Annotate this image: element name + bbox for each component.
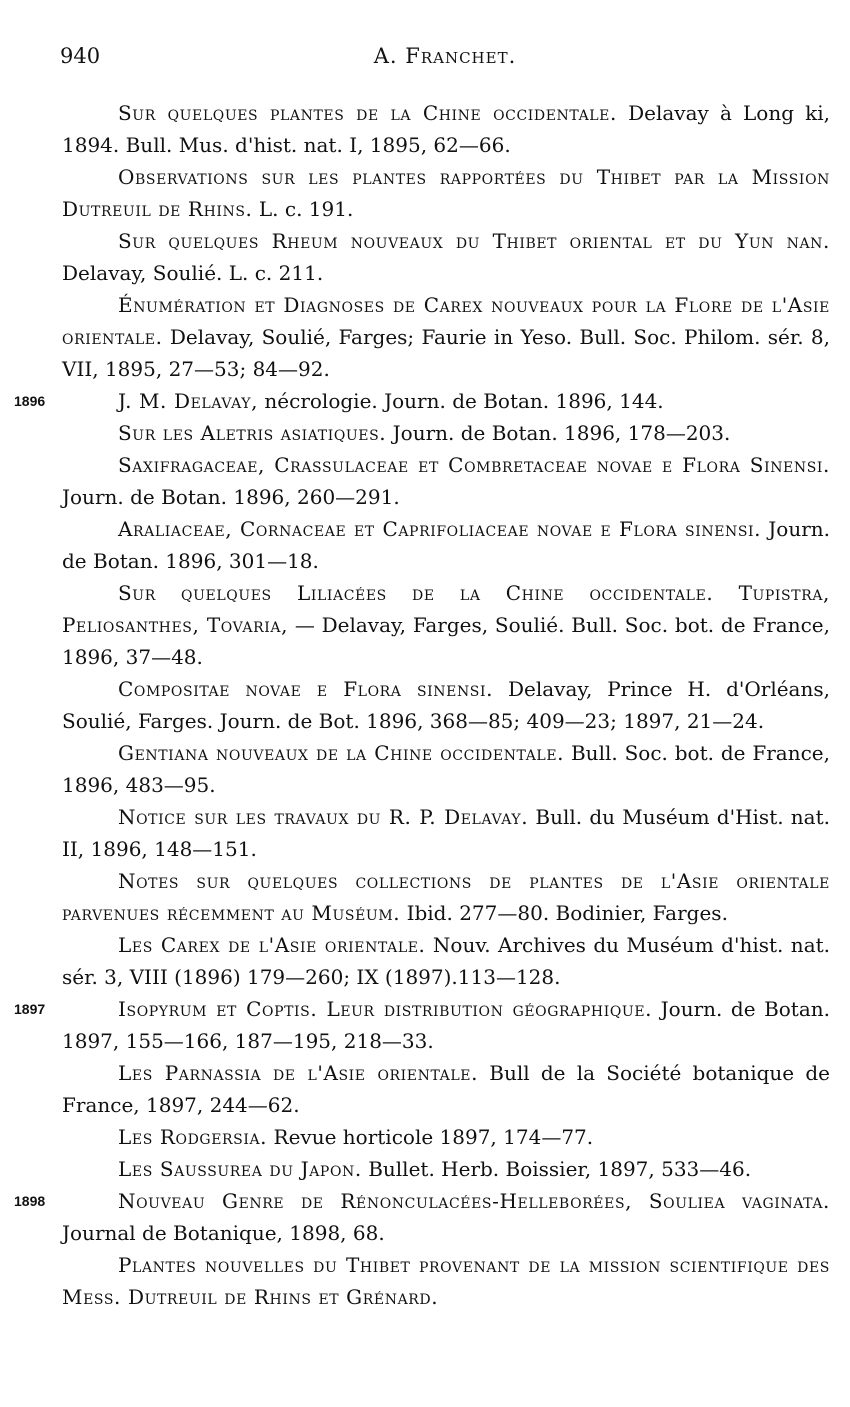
entry-title: Gentiana nouveaux de la Chine occidentale. (118, 741, 565, 765)
entry-title: Les Rodgersia. (118, 1125, 268, 1149)
entry-text (62, 865, 830, 929)
bibliography-entry (62, 161, 830, 225)
entry-text (62, 993, 830, 1057)
entry-title: Compositae novae e Flora sinensi. (118, 677, 494, 701)
entry-citation: Delavay à Long ki, 1894. Bull. Mus. d'hist. nat. I, 1895, 62—66. (62, 101, 831, 157)
bibliography-entry (62, 865, 830, 929)
page-header (60, 44, 830, 74)
entry-title: Sur les Aletris asiatiques. (118, 421, 387, 445)
entry-citation: Nouv. Archives du Muséum d'hist. nat. sér. 3, VIII (1896) 179—260; IX (1897).113—128. (62, 933, 831, 989)
bibliography-entry (62, 737, 830, 801)
entry-title: Nouveau Genre de Rénonculacées-Helleborées, Souliea vaginata. (118, 1189, 830, 1213)
entry-citation: Delavay, Soulié, Farges; Faurie in Yeso. Bull. Soc. Philom. sér. 8, VII, 1895, 27—53; 84—92. (62, 325, 830, 381)
bibliography-entry (62, 1121, 830, 1153)
year-marker: 1897 (14, 1001, 46, 1017)
bibliography-entry (62, 513, 830, 577)
entry-text (62, 1153, 830, 1185)
entry-title: Énumération et Diagnoses de Carex nouveaux pour la Flore de l'Asie orientale. (62, 293, 830, 349)
entry-text (62, 225, 830, 289)
entry-title: Notes sur quelques collections de plantes de l'Asie orientale parvenues récemment au Muséum. (62, 869, 830, 925)
entry-citation: Bull. du Muséum d'Hist. nat. II, 1896, 148—151. (62, 805, 831, 861)
entry-citation: Revue horticole 1897, 174—77. (273, 1125, 594, 1149)
bibliography-entry (14, 993, 831, 1057)
entry-title: Notice sur les travaux du R. P. Delavay. (118, 805, 529, 829)
entry-text (62, 161, 830, 225)
entry-text (62, 1057, 830, 1121)
entry-title: Les Carex de l'Asie orientale. (118, 933, 426, 957)
bibliography-entry (14, 1185, 830, 1249)
entry-text (62, 801, 830, 865)
bibliography-entry (62, 673, 830, 737)
entry-text (62, 577, 830, 673)
entry-citation: Bull de la Société botanique de France, 1897, 244—62. (62, 1061, 831, 1117)
entry-text (62, 673, 830, 737)
entry-text (62, 289, 830, 385)
entry-citation: Bullet. Herb. Boissier, 1897, 533—46. (368, 1157, 752, 1181)
entry-citation: Journ. de Botan. 1897, 155—166, 187—195, 218—33. (62, 997, 831, 1053)
entry-title: J. M. Delavay, (118, 389, 259, 413)
entry-text (62, 737, 830, 801)
bibliography-list (14, 97, 831, 1313)
entry-title: Saxifragaceae, Crassulaceae et Combretaceae novae e Flora Sinensi. (118, 453, 830, 477)
bibliography-entry (62, 417, 830, 449)
entry-text (62, 385, 830, 417)
bibliography-entry (62, 577, 830, 673)
entry-title: Sur quelques plantes de la Chine occidentale. (118, 101, 617, 125)
entry-citation: Ibid. 277—80. Bodinier, Farges. (406, 901, 728, 925)
bibliography-entry (62, 1153, 830, 1185)
entry-title: Sur quelques Liliacées de la Chine occidentale. Tupistra, Peliosanthes, Tovaria, (62, 581, 830, 637)
bibliography-entry (62, 801, 830, 865)
bibliography-entry (14, 385, 830, 417)
entry-text (62, 1185, 830, 1249)
entry-title: Araliaceae, Cornaceae et Caprifoliaceae novae e Flora sinensi. (118, 517, 762, 541)
bibliography-entry (62, 1057, 830, 1121)
entry-title: Sur quelques Rheum nouveaux du Thibet oriental et du Yun nan. (118, 229, 830, 253)
entry-citation: Delavay, Prince H. d'Orléans, Soulié, Farges. Journ. de Bot. 1896, 368—85; 409—23; 1897, 21—24. (62, 677, 830, 733)
entry-text (62, 513, 830, 577)
entry-citation: — Delavay, Farges, Soulié. Bull. Soc. bot. de France, 1896, 37—48. (62, 613, 830, 669)
entry-text (62, 1249, 830, 1313)
entry-title: Observations sur les plantes rapportées du Thibet par la Mission Dutreuil de Rhins. (62, 165, 830, 221)
entry-citation: Journ. de Botan. 1896, 178—203. (392, 421, 731, 445)
entry-text (62, 97, 830, 161)
entry-text (62, 417, 830, 449)
entry-citation: nécrologie. Journ. de Botan. 1896, 144. (264, 389, 664, 413)
entry-text (62, 449, 830, 513)
entry-citation: Bull. Soc. bot. de France, 1896, 483—95. (62, 741, 830, 797)
page-number: 940 (60, 44, 101, 68)
entry-text (62, 929, 830, 993)
entry-citation: Journ. de Botan. 1896, 260—291. (62, 485, 400, 509)
entry-citation: Journ. de Botan. 1896, 301—18. (62, 517, 831, 573)
entry-citation: L. c. 191. (258, 197, 354, 221)
bibliography-entry (62, 1249, 830, 1313)
year-marker: 1898 (14, 1193, 46, 1209)
entry-citation: Journal de Botanique, 1898, 68. (62, 1221, 385, 1245)
bibliography-entry (62, 289, 830, 385)
bibliography-entry (62, 225, 830, 289)
entry-citation: Delavay, Soulié. L. c. 211. (62, 261, 324, 285)
entry-text (62, 1121, 830, 1153)
bibliography-entry (62, 97, 830, 161)
running-title: A. Franchet. (373, 44, 517, 68)
year-marker: 1896 (14, 393, 46, 409)
entry-title: Les Parnassia de l'Asie orientale. (118, 1061, 479, 1085)
entry-title: Plantes nouvelles du Thibet provenant de la mission scientifique des Mess. Dutreuil de Rhins et Grénard. (62, 1253, 830, 1309)
bibliography-entry (62, 449, 830, 513)
entry-title: Isopyrum et Coptis. Leur distribution géographique. (118, 997, 653, 1021)
entry-title: Les Saussurea du Japon. (118, 1157, 362, 1181)
bibliography-entry (62, 929, 830, 993)
